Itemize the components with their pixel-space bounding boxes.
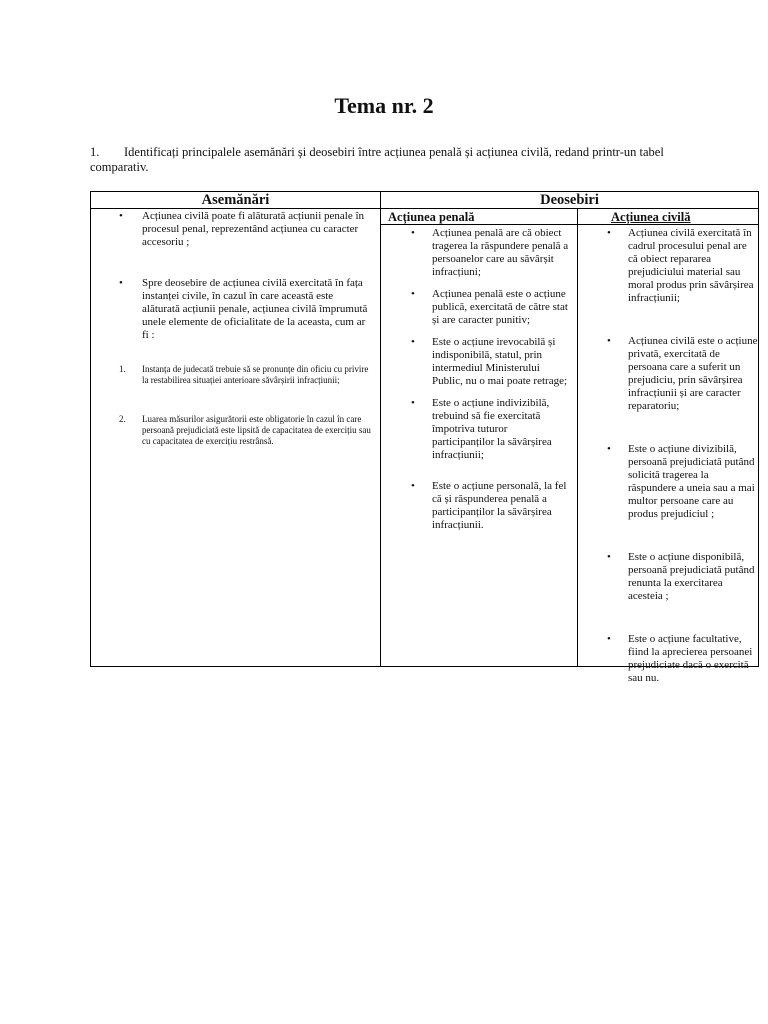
column-asemanari <box>91 210 373 447</box>
penal-item: • Este o acțiune personală, la fel că și răspunderea penală a participanților la săvârșirea infracțiunii. <box>381 480 571 532</box>
penal-item: • Este o acțiune indivizibilă, trebuind să fie exercitată împotriva tuturor participanților la săvârșirea infracțiunii; <box>381 397 571 462</box>
question-1 <box>90 145 690 175</box>
item-text: Luarea măsurilor asigurătorii este obligatorie în cazul în care persoană prejudiciată este lipsită de capacitatea de exercițiu sau cu capacitatea de exercițiu restrânsă. <box>142 414 371 446</box>
header-deosebiri: Deosebiri <box>540 192 599 208</box>
asemanare-item: • Acțiunea civilă poate fi alăturată acțiunii penale în procesul penal, reprezentând acțiunea cu caracter accesoriu ; <box>91 210 373 249</box>
asemanare-numbered-item <box>91 414 373 447</box>
penal-item: • Acțiunea penală are că obiect tragerea la răspundere penală a persoanelor care au săvârșit infracțiuni; <box>381 227 571 279</box>
subheader-civil: Acțiunea civilă <box>611 210 691 224</box>
question-number: 1. <box>90 145 100 159</box>
item-text: Instanța de judecată trebuie să se pronunțe din oficiu cu privire la restabilirea situației anterioare săvârșirii infracțiunii; <box>142 364 369 385</box>
civil-item: • Acțiunea civilă exercitată în cadrul procesului penal are că obiect repararea prejudiciului material sau moral produs prin săvârșirea infracțiunii; <box>578 227 758 305</box>
civil-item: • Este o acțiune disponibilă, persoană prejudiciată putând renunta la exercitarea acesteia ; <box>578 551 758 603</box>
asemanare-numbered-item <box>91 364 373 386</box>
question-text: Identificați principalele asemănări și deosebiri între acțiunea penală și acțiunea civilă, redand printr-un tabel comparativ. <box>90 145 664 174</box>
item-number: 2. <box>119 414 126 424</box>
civil-item: • Este o acțiune facultative, fiind la aprecierea persoanei prejudiciate dacă o exercită sau nu. <box>578 633 758 685</box>
column-actiunea-civila <box>578 227 758 685</box>
subheader-penal: Acțiunea penală <box>388 210 475 224</box>
civil-item: • Acțiunea civilă este o acțiune privată, exercitată de persoana care a suferit un prejudiciu, prin săvârșirea infracțiunii și are caracter reparatoriu; <box>578 335 758 413</box>
penal-item: • Este o acțiune irevocabilă și indisponibilă, statul, prin intermediul Ministerului Public, nu o mai poate retrage; <box>381 336 571 388</box>
penal-item: • Acțiunea penală este o acțiune publică, exercitată de către stat și are caracter punitiv; <box>381 288 571 327</box>
asemanare-item: • Spre deosebire de acțiunea civilă exercitată în fața instanței civile, în cazul în care această este alăturată acțiunii penale, acțiunea civilă împrumută unele elemente de oficialitate de la aceasta, cum ar fi : <box>91 277 373 342</box>
item-number: 1. <box>119 364 126 374</box>
document-title: Tema nr. 2 <box>334 93 434 118</box>
civil-item: • Este o acțiune divizibilă, persoană prejudiciată putând solicită tragerea la răspundere a uneia sau a mai multor persoane care au produs prejudiciul ; <box>578 443 758 521</box>
column-actiunea-penala <box>381 227 571 532</box>
comparison-table <box>90 191 759 684</box>
header-asemanari: Asemănări <box>201 192 270 208</box>
